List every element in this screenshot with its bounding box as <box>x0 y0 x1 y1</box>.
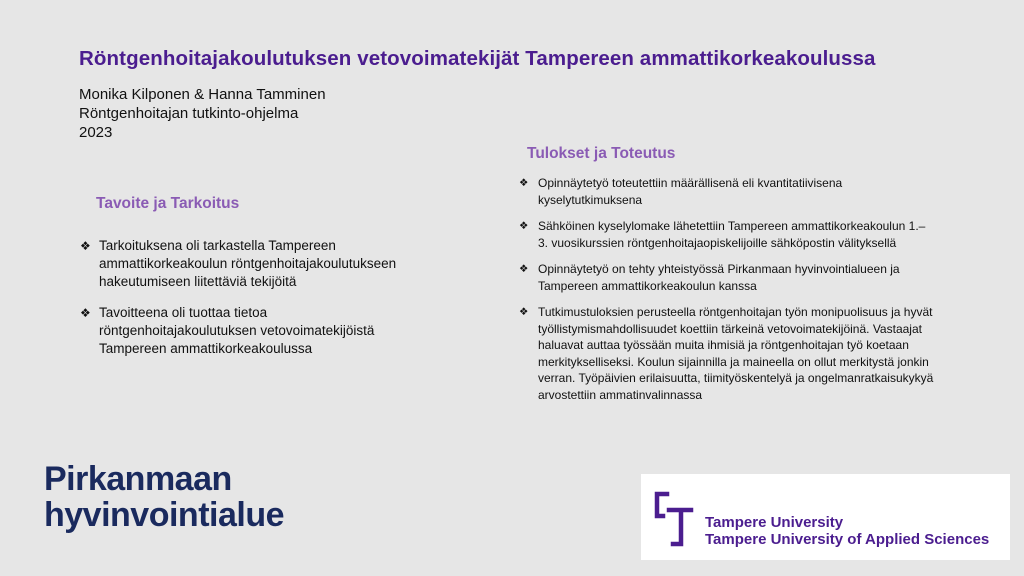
left-bullet-list <box>80 237 420 371</box>
pirkanmaa-logo-line1: Pirkanmaan <box>44 460 232 498</box>
tampere-university-logo-panel <box>641 474 1010 560</box>
pirkanmaa-logo-line2: hyvinvointialue <box>44 496 284 534</box>
list-item <box>80 237 420 291</box>
diamond-bullet-icon: ❖ <box>519 220 529 232</box>
list-item <box>519 261 934 294</box>
diamond-bullet-icon: ❖ <box>80 239 91 253</box>
list-item <box>519 175 934 208</box>
slide-title: Röntgenhoitajakoulutuksen vetovoimatekijät Tampereen ammattikorkeakoulussa <box>79 47 876 70</box>
list-item <box>519 218 934 251</box>
diamond-bullet-icon: ❖ <box>519 177 529 189</box>
list-item <box>80 304 420 358</box>
tuni-wordmark <box>705 514 989 548</box>
diamond-bullet-icon: ❖ <box>80 306 91 320</box>
diamond-bullet-icon: ❖ <box>519 263 529 275</box>
year: 2023 <box>79 124 113 141</box>
bullet-text: Tarkoituksena oli tarkastella Tampereen ammattikorkeakoulun röntgenhoitajakoulutukseen hakeutumiseen liitettäviä tekijöitä <box>99 238 397 289</box>
bullet-text: Tutkimustuloksien perusteella röntgenhoitajan työn monipuolisuus ja hyvät työllistymismahdollisuudet koettiin tärkeinä vetovoimatekijöinä. Vastaajat haluavat auttaa työssään muita ihmisiä ja röntgenhoitajan työ koetaan merkitykselliseksi. Koulun sijainnilla ja maineella on ollut merkitystä jonkin verran. Työpäivien erilaisuutta, tiimityöskentelyä ja ongelmanratkaisukykyä arvostettiin ammatinvalinnassa <box>538 305 934 402</box>
author-names: Monika Kilponen & Hanna Tamminen <box>79 86 326 103</box>
list-item <box>519 304 934 403</box>
right-section-heading: Tulokset ja Toteutus <box>527 145 676 162</box>
bullet-text: Opinnäytetyö toteutettiin määrällisenä eli kvantitatiivisena kyselytutkimuksena <box>538 176 843 207</box>
author-block <box>79 85 326 142</box>
tuni-line2: Tampere University of Applied Sciences <box>705 531 990 548</box>
degree-program: Röntgenhoitajan tutkinto-ohjelma <box>79 105 299 122</box>
right-bullet-list <box>519 175 934 413</box>
pirkanmaa-logo <box>44 461 284 533</box>
diamond-bullet-icon: ❖ <box>519 306 529 318</box>
tuni-line1: Tampere University <box>705 514 844 531</box>
bullet-text: Tavoitteena oli tuottaa tietoa röntgenhoitajakoulutuksen vetovoimatekijöistä Tampereen ammattikorkeakoulussa <box>99 305 375 356</box>
bullet-text: Opinnäytetyö on tehty yhteistyössä Pirkanmaan hyvinvointialueen ja Tampereen ammattikorkeakoulun kanssa <box>538 262 900 293</box>
tuni-bracket-logo-icon <box>651 488 697 548</box>
left-section-heading: Tavoite ja Tarkoitus <box>96 195 240 212</box>
bullet-text: Sähköinen kyselylomake lähetettiin Tampereen ammattikorkeakoulun 1.–3. vuosikurssien röntgenhoitajaopiskelijoille sähköpostin välityksellä <box>538 219 926 250</box>
